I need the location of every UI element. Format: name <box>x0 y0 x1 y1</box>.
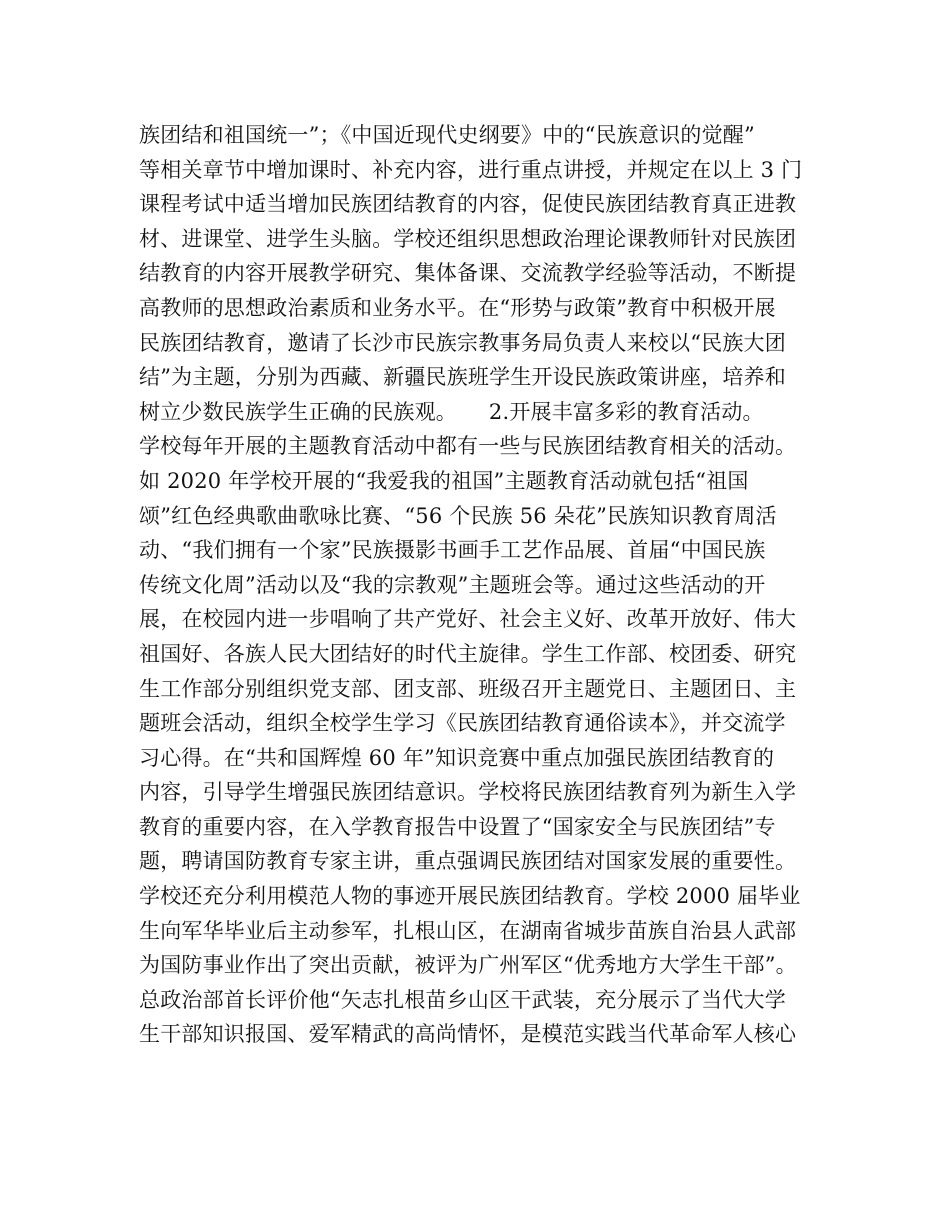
text-line: 题，聘请国防教育专家主讲，重点强调民族团结对国家发展的重要性。 <box>139 849 797 874</box>
text-line: 动、“我们拥有一个家”民族摄影书画手工艺作品展、首届“中国民族 <box>139 538 766 563</box>
text-line: 题班会活动，组织全校学生学习《民族团结教育通俗读本》，并交流学 <box>139 711 786 736</box>
text-line: 材、进课堂、进学生头脑。学校还组织思想政治理论课教师针对民族团 <box>139 226 797 251</box>
body-text <box>139 118 829 1052</box>
text-line: 课程考试中适当增加民族团结教育的内容，促使民族团结教育真正进教 <box>139 192 797 217</box>
text-line: 传统文化周”活动以及“我的宗教观”主题班会等。通过这些活动的开 <box>139 572 766 597</box>
text-line: 学校还充分利用模范人物的事迹开展民族团结教育。学校 2000 届毕业 <box>139 884 801 909</box>
text-line: 族团结和祖国统一”；《中国近现代史纲要》中的“民族意识的觉醒” <box>139 123 755 147</box>
text-line: 颂”红色经典歌曲歌咏比赛、“56 个民族 56 朵花”民族知识教育周活 <box>139 503 777 528</box>
text-line: 等相关章节中增加课时、补充内容，进行重点讲授，并规定在以上 3 门 <box>139 157 803 182</box>
text-line: 树立少数民族学生正确的民族观。 2.开展丰富多彩的教育活动。 <box>139 399 764 424</box>
text-line: 生向军华毕业后主动参军，扎根山区，在湖南省城步苗族自治县人武部 <box>139 918 797 943</box>
text-line: 结”为主题，分别为西藏、新疆民族班学生开设民族政策讲座，培养和 <box>139 365 786 390</box>
text-line: 习心得。在“共和国辉煌 60 年”知识竞赛中重点加强民族团结教育的 <box>139 745 775 770</box>
text-line: 内容，引导学生增强民族团结意识。学校将民族团结教育列为新生入学 <box>139 780 797 805</box>
text-line: 总政治部首长评价他“矢志扎根苗乡山区干武装，充分展示了当代大学 <box>139 987 786 1012</box>
text-line: 教育的重要内容，在入学教育报告中设置了“国家安全与民族团结”专 <box>139 814 776 839</box>
text-line: 高教师的思想政治素质和业务水平。在“形势与政策”教育中积极开展 <box>139 295 776 320</box>
text-line: 结教育的内容开展教学研究、集体备课、交流教学经验等活动，不断提 <box>139 261 797 286</box>
text-line: 祖国好、各族人民大团结好的时代主旋律。学生工作部、校团委、研究 <box>139 641 797 666</box>
text-line: 生干部知识报国、爱军精武的高尚情怀，是模范实践当代革命军人核心 <box>139 1022 797 1047</box>
text-line: 为国防事业作出了突出贡献，被评为广州军区“优秀地方大学生干部”。 <box>139 953 797 978</box>
text-line: 生工作部分别组织党支部、团支部、班级召开主题党日、主题团日、主 <box>139 676 797 701</box>
text-line: 如 2020 年学校开展的“我爱我的祖国”主题教育活动就包括“祖国 <box>139 468 749 493</box>
text-line: 展，在校园内进一步唱响了共产党好、社会主义好、改革开放好、伟大 <box>139 607 797 632</box>
text-line: 民族团结教育，邀请了长沙市民族宗教事务局负责人来校以“民族大团 <box>139 330 786 355</box>
text-line: 学校每年开展的主题教育活动中都有一些与民族团结教育相关的活动。 <box>139 434 797 459</box>
